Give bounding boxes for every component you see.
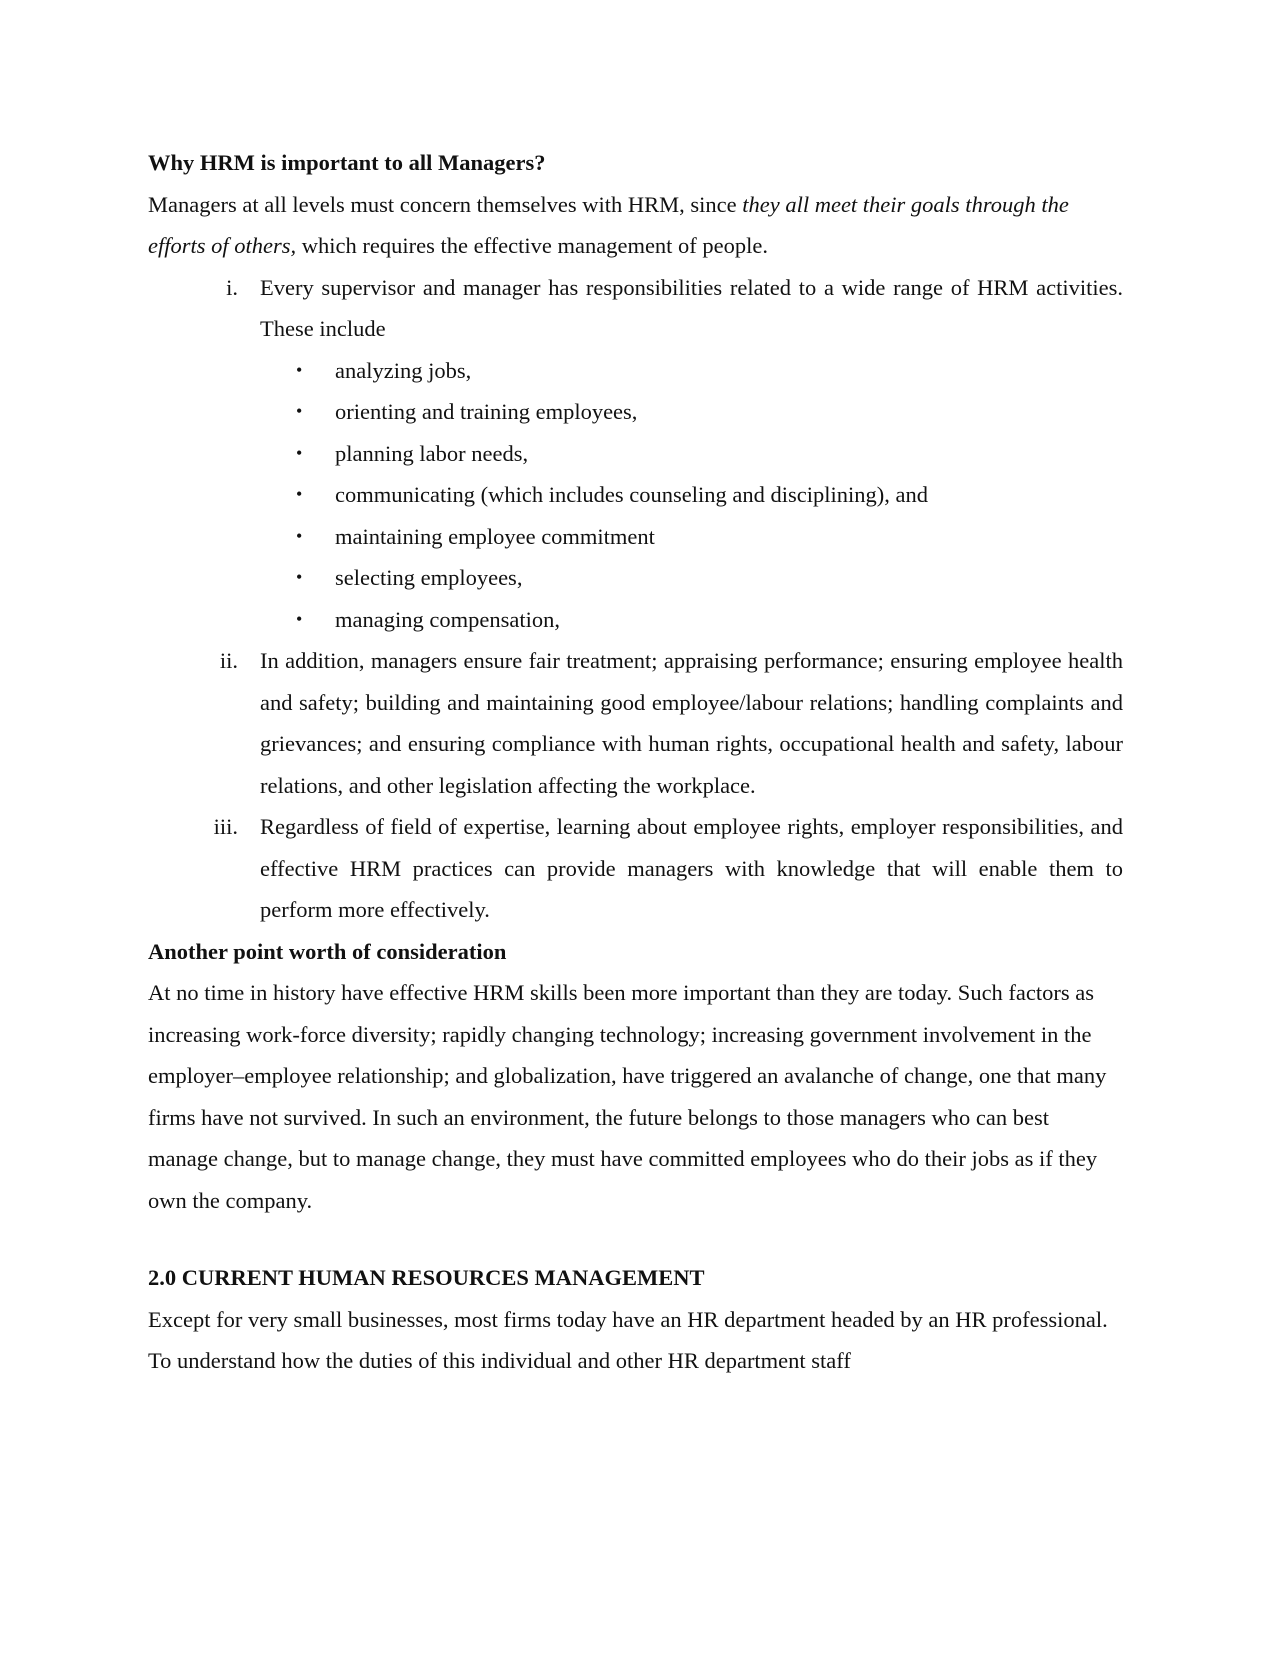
bullet-icon: •: [296, 442, 303, 463]
list-item-text: Every supervisor and manager has responsibilities related to a wide range of HRM activities. These include: [260, 274, 1123, 341]
another-point-paragraph: At no time in history have effective HRM skills been more important than they are today. Such factors as increasing work-force diversity; rapidly changing technology; increasing government involvement in the employer–employee relationship; and globalization, have triggered an avalanche of change, one that many firms have not survived. In such an environment, the future belongs to those managers who can best manage change, but to manage change, they must have committed employees who do their jobs as if they own the company.: [148, 980, 1107, 1213]
bullet-icon: •: [296, 359, 303, 380]
bullet-text: maintaining employee commitment: [335, 523, 655, 549]
hrm-activities-bullet-list: [260, 350, 1123, 641]
list-item-number: i.: [226, 274, 238, 300]
intro-paragraph: [148, 184, 1123, 267]
list-item: [148, 267, 1123, 641]
bullet-item: [260, 433, 1123, 475]
bullet-icon: •: [296, 567, 303, 587]
list-item-number: ii.: [219, 648, 238, 673]
list-item-number: iii.: [213, 814, 238, 839]
bullet-item: [260, 557, 1123, 599]
bullet-icon: •: [296, 401, 303, 421]
bullet-text: communicating (which includes counseling and disciplining), and: [335, 482, 928, 507]
bullet-item: [260, 350, 1123, 392]
bullet-item: [260, 474, 1123, 516]
bullet-icon: •: [296, 608, 303, 629]
roman-numeral-list: [148, 267, 1123, 931]
intro-text-end: which requires the effective management of people.: [296, 233, 769, 258]
bullet-text: planning labor needs,: [335, 440, 529, 466]
document-page: [148, 142, 1123, 1382]
bullet-text: orienting and training employees,: [335, 399, 638, 424]
section-heading-another-point: Another point worth of consideration: [148, 938, 507, 964]
current-hrm-paragraph: Except for very small businesses, most firms today have an HR department headed by an HR professional. To understand how the duties of this individual and other HR department staff: [148, 1306, 1108, 1373]
section-heading-current-hrm: 2.0 CURRENT HUMAN RESOURCES MANAGEMENT: [148, 1265, 705, 1290]
section-heading-why-hrm: Why HRM is important to all Managers?: [148, 150, 546, 175]
bullet-text: managing compensation,: [335, 606, 560, 632]
bullet-item: [260, 516, 1123, 558]
bullet-text: selecting employees,: [335, 565, 523, 590]
section-spacer: [148, 1221, 1123, 1257]
bullet-icon: •: [296, 484, 303, 504]
list-item-text: In addition, managers ensure fair treatment; appraising performance; ensuring employee health and safety; building and maintaining good employee/labour relations; handling complaints and grievances; and ensuring compliance with human rights, occupational health and safety, labour relations, and other legislation affecting the workplace.: [260, 648, 1123, 798]
bullet-item: [260, 391, 1123, 433]
bullet-item: [260, 599, 1123, 641]
list-item: [148, 640, 1123, 806]
bullet-text: analyzing jobs,: [335, 357, 472, 383]
intro-text-italic: they all meet their goals through the efforts of others,: [148, 191, 1069, 258]
intro-text-start: Managers at all levels must concern themselves with HRM, since: [148, 191, 743, 217]
bullet-icon: •: [296, 525, 303, 546]
list-item-text: Regardless of field of expertise, learning about employee rights, employer responsibilities, and effective HRM practices can provide managers with knowledge that will enable them to perform more effectively.: [260, 814, 1123, 922]
list-item: [148, 806, 1123, 931]
